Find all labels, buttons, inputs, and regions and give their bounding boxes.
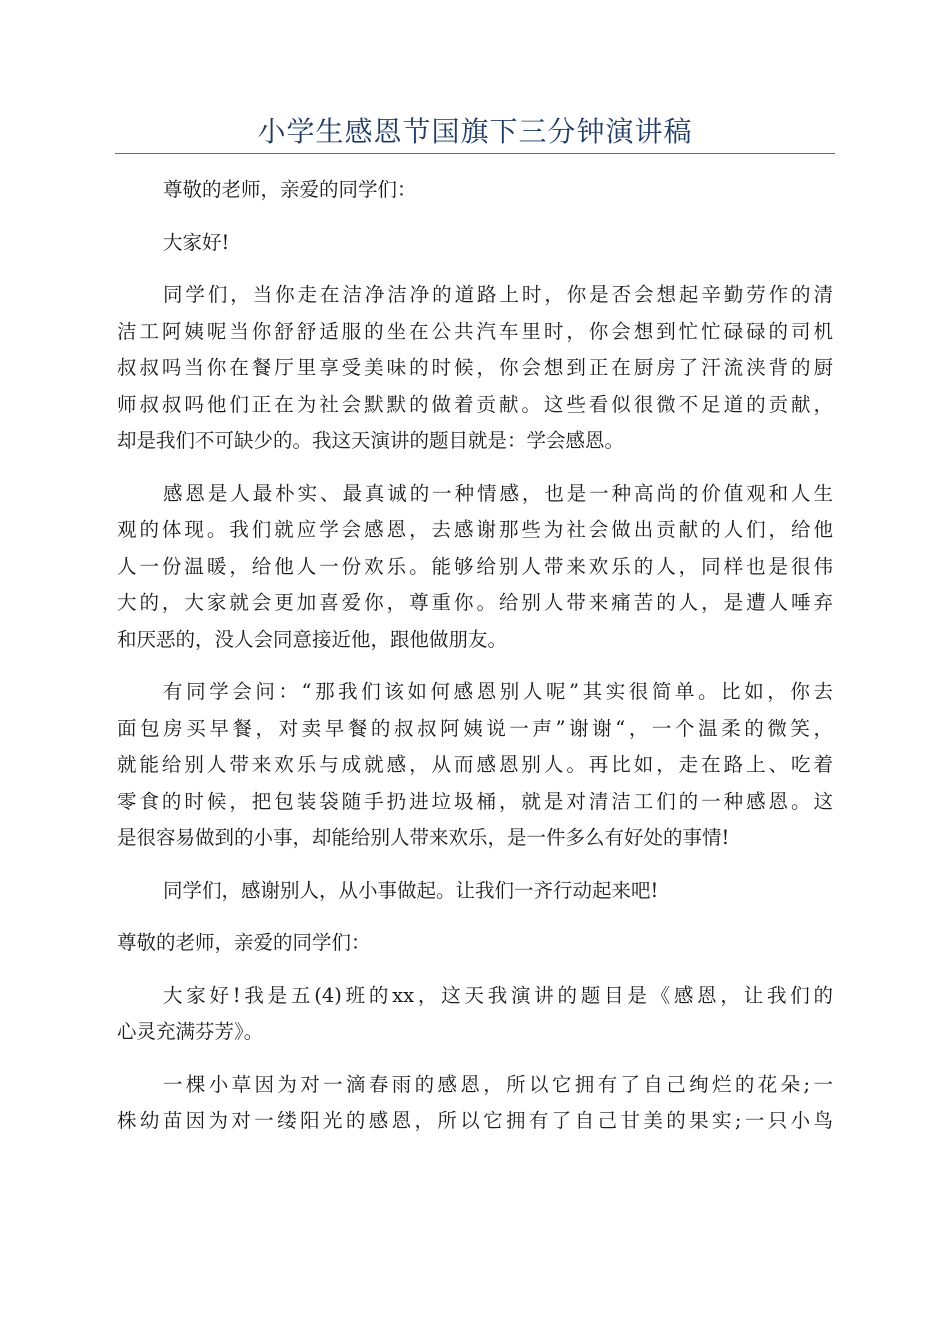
text-line: 尊敬的老师，亲爱的同学们： — [163, 178, 417, 201]
paragraph — [117, 225, 833, 262]
text-line: 叔叔吗当你在餐厅里享受美味的时候，你会想到正在厨房了汗流浃背的厨 — [117, 356, 833, 379]
text-line: 大家好! — [163, 230, 230, 254]
document-body — [117, 172, 833, 1156]
paragraph — [117, 172, 833, 209]
paragraph — [117, 674, 833, 857]
text-line: 同学们，当你走在洁净洁净的道路上时，你是否会想起辛勤劳作的清 — [163, 283, 833, 306]
text-line: 就能给别人带来欢乐与成就感，从而感恩别人。再比如，走在路上、吃着 — [117, 753, 833, 776]
text-line: 大家好!我是五(4)班的xx，这天我演讲的题目是《感恩，让我们的 — [163, 983, 833, 1007]
text-line: 人一份温暖，给他人一份欢乐。能够给别人带来欢乐的人，同样也是很伟 — [117, 554, 833, 578]
text-line: 一棵小草因为对一滴春雨的感恩，所以它拥有了自己绚烂的花朵;一 — [163, 1072, 833, 1096]
paragraph — [117, 873, 833, 910]
text-line: 心灵充满芬芳》。 — [117, 1020, 264, 1043]
text-line: 和厌恶的，没人会同意接近他，跟他做朋友。 — [117, 627, 508, 651]
text-line: 同学们，感谢别人，从小事做起。让我们一齐行动起来吧! — [163, 878, 659, 902]
text-line: 师叔叔吗他们正在为社会默默的做着贡献。这些看似很微不足道的贡献， — [117, 392, 833, 416]
paragraph — [117, 277, 833, 460]
paragraph — [117, 1067, 833, 1140]
text-line: 洁工阿姨呢当你舒舒适服的坐在公共汽车里时，你会想到忙忙碌碌的司机 — [117, 319, 833, 343]
text-line: 却是我们不可缺少的。我这天演讲的题目就是：学会感恩。 — [117, 429, 625, 452]
text-line: 观的体现。我们就应学会感恩，去感谢那些为社会做出贡献的人们，给他 — [117, 518, 833, 541]
paragraph — [117, 925, 833, 962]
text-line: 面包房买早餐，对卖早餐的叔叔阿姨说一声”谢谢“，一个温柔的微笑， — [117, 716, 833, 740]
text-line: 尊敬的老师，亲爱的同学们： — [117, 931, 371, 954]
text-line: 有同学会问：“那我们该如何感恩别人呢”其实很简单。比如，你去 — [163, 680, 833, 703]
text-line: 大的，大家就会更加喜爱你，尊重你。给别人带来痛苦的人，是遭人唾弃 — [117, 591, 833, 614]
text-line: 株幼苗因为对一缕阳光的感恩，所以它拥有了自己甘美的果实;一只小鸟 — [117, 1109, 833, 1132]
title-underline — [115, 153, 835, 154]
text-line: 零食的时候，把包装袋随手扔进垃圾桶，就是对清洁工们的一种感恩。这 — [117, 789, 833, 813]
paragraph — [117, 476, 833, 659]
text-line: 感恩是人最朴实、最真诚的一种情感，也是一种高尚的价值观和人生 — [163, 481, 833, 505]
text-line: 是很容易做到的小事，却能给别人带来欢乐，是一件多么有好处的事情! — [117, 826, 730, 849]
paragraph — [117, 978, 833, 1051]
document-title: 小学生感恩节国旗下三分钟演讲稿 — [257, 115, 693, 148]
